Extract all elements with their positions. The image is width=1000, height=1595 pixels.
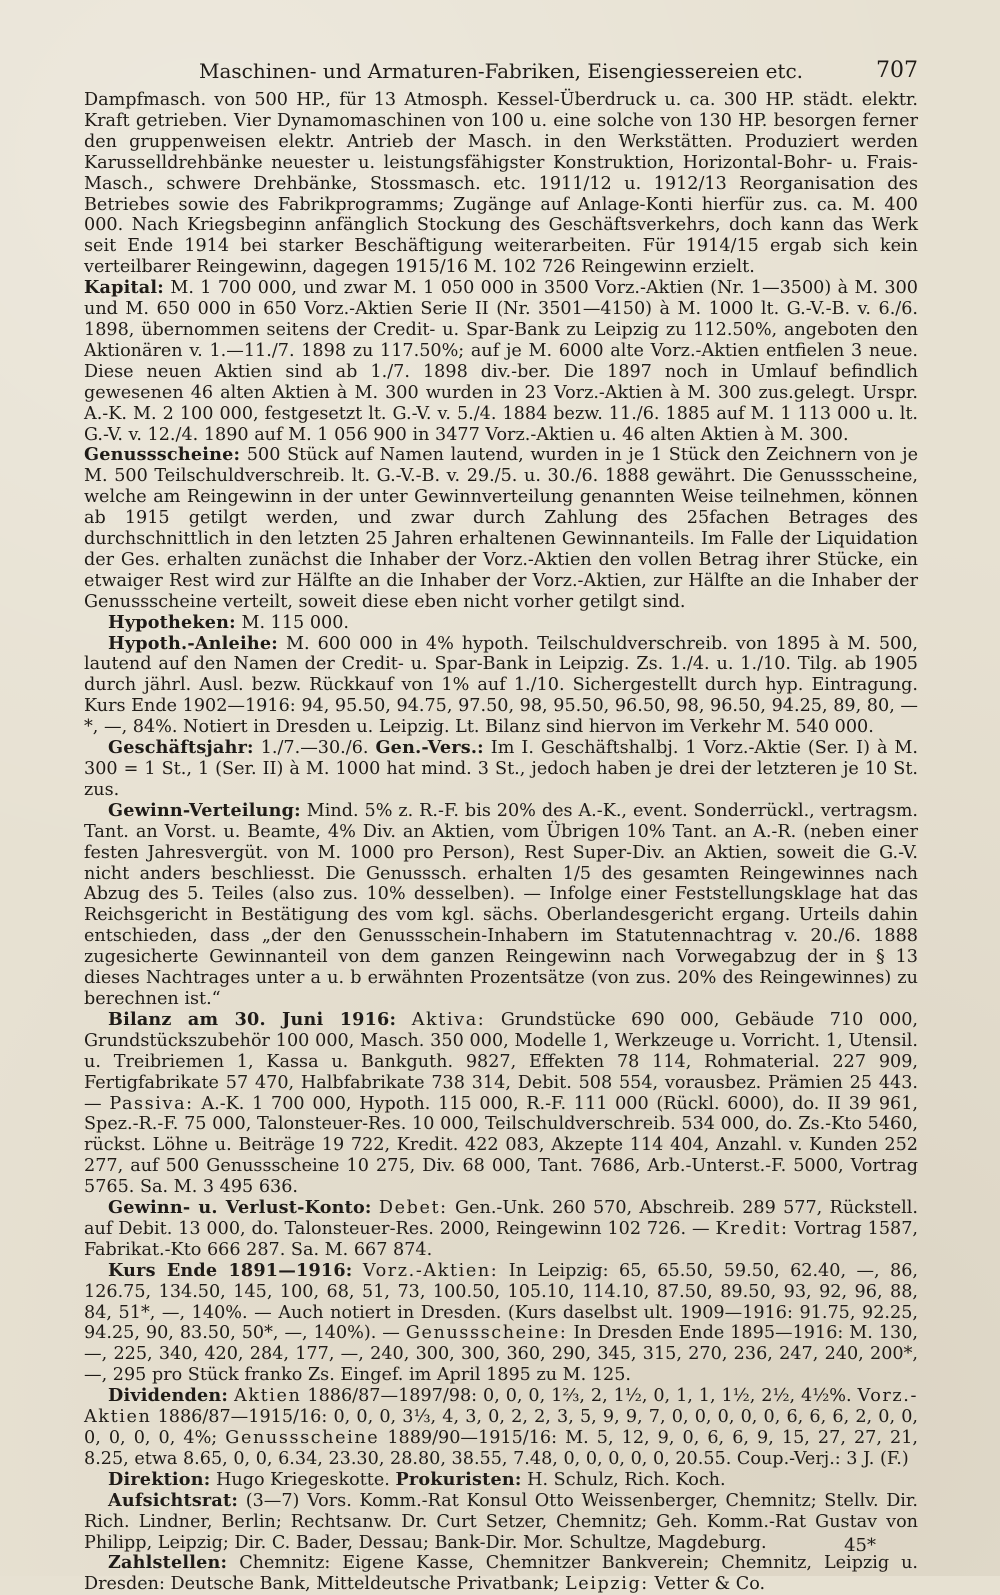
signature-mark: 45* — [844, 1535, 876, 1556]
bilanz-passiva-label: Passiva: — [109, 1093, 194, 1114]
kapital-label: Kapital: — [84, 277, 164, 299]
kapital-text: M. 1 700 000, und zwar M. 1 050 000 in 3500 Vorz.-Aktien (Nr. 1—3500) à M. 300 und M. 650 000 in 650 Vorz.-Aktien Serie II (Nr. 3501—4150) à M. 1000 lt. G.-V.-B. v. 6./6. 1898, übernommen seitens der Credit- u. Spar-Bank zu Leipzig zu 112.50%, angeboten den Aktionären v. 1.—11./7. 1898 zu 117.50%; auf je M. 6000 alte Vorz.-Aktien entfielen 3 neue. Diese neuen Aktien sind ab 1./7. 1898 div.-ber. Die 1897 noch in Umlauf befindlich gewesenen 46 alten Aktien à M. 300 wurden in 23 Vorz.-Aktien à M. 300 zus.gelegt. Urspr. A.-K. M. 2 100 000, festgesetzt lt. G.-V. v. 5./4. 1884 bezw. 11./6. 1885 auf M. 1 113 000 u. lt. G.-V. v. 12./4. 1890 auf M. 1 056 900 in 3477 Vorz.-Aktien u. 46 alten Aktien à M. 300. — [84, 278, 918, 445]
intro-paragraph — [84, 90, 918, 278]
header-title: Maschinen- und Armaturen-Fabriken, Eisengiessereien etc. — [198, 59, 804, 83]
kurs-vorz-label: Vorz.-Aktien: — [362, 1260, 499, 1281]
gewinn-verteilung-text: Mind. 5% z. R.-F. bis 20% des A.-K., event. Sonderrückl., vertragsm. Tant. an Vorst. u. Beamte, 4% Div. an Aktien, vom Übrigen 10% Tant. an A.-R. (neben einer festen Jahresvergüt. von M. 1000 pro Person), Rest Super-Div. an Aktien, soweit die G.-V. nicht anders beschliesst. Die Genusssch. erhalten 1/5 des gesamten Reingewinnes nach Abzug des 5. Teiles (also zus. 10% desselben). — Infolge einer Feststellungsklage hat das Reichsgericht in Bestätigung des vom kgl. sächs. Oberlandesgericht ergang. Urteils dahin entschieden, dass „der den Genussschein-Inhabern im Statutennachtrag v. 20./6. 1888 zugesicherte Gewinnanteil von dem ganzen Reingewinn nach Vorwegabzug der in § 13 dieses Nachtrages unter a u. b erwähnten Prozentsätze (von zus. 20% des Reingewinnes) zu berechnen ist.“ — [84, 800, 918, 1009]
guv-kredit-label: Kredit: — [715, 1218, 789, 1239]
bilanz-aktiva-text: Grundstücke 690 000, Gebäude 710 000, Grundstückszubehör 100 000, Masch. 350 000, Modelle 1, Werkzeuge u. Vorricht. 1, Utensil. u. Treibriemen 1, Kassa u. Bankguth. 9827, Effekten 78 114, Rohmaterial. 227 909, Fertigfabrikate 57 470, Halbfabrikate 738 314, Debit. 508 554, vorausbez. Prämien 25 443. — — [84, 1009, 919, 1114]
zahlstellen-label: Zahlstellen: — [108, 1552, 228, 1574]
page-number: 707 — [876, 58, 918, 83]
direktion-label: Direktion: — [108, 1468, 211, 1490]
aufsichtsrat-label: Aufsichtsrat: — [108, 1489, 239, 1511]
prokuristen-text: H. Schulz, Rich. Koch. — [527, 1469, 726, 1490]
genussscheine-paragraph — [84, 445, 918, 612]
guv-kredit-text: Vortrag 1587, Fabrikat.-Kto 666 287. Sa. M. 667 874. — [84, 1218, 918, 1260]
direktion-paragraph — [84, 1470, 918, 1491]
aufsichtsrat-paragraph — [84, 1491, 918, 1554]
bilanz-aktiva-label: Aktiva: — [411, 1009, 486, 1030]
dividenden-aktien-label: Aktien — [234, 1386, 302, 1407]
geschaeftsjahr-paragraph — [84, 738, 918, 801]
dividenden-aktien-text: 1886/87—1897/98: 0, 0, 0, 1⅔, 2, 1½, 0, 1, 1, 1½, 2½, 4½%. — [307, 1386, 852, 1407]
genussscheine-text: 500 Stück auf Namen lautend, wurden in je 1 Stück den Zeichnern von je M. 500 Teilschuldverschreib. lt. G.-V.-B. v. 29./5. u. 30./6. 1888 gewährt. Die Genussscheine, welche am Reingewinn in der unter Gewinnverteilung genannten Weise teilnehmen, können ab 1915 getilgt werden, und zwar durch Zahlung des 25fachen Betrages des durchschnittlich in den letzten 25 Jahren erhaltenen Gewinnanteils. Im Falle der Liquidation der Ges. erhalten zunächst die Inhaber der Vorz.-Aktien den vollen Betrag ihrer Stücke, ein etwaiger Rest wird zur Hälfte an die Inhaber der Vorz.-Aktien, zur Hälfte an die Inhaber der Genussscheine verteilt, soweit diese eben nicht vorher getilgt sind. — [84, 445, 918, 612]
bilanz-paragraph — [84, 1010, 918, 1198]
hypotheken-paragraph — [84, 613, 918, 634]
kurs-paragraph — [84, 1261, 918, 1386]
zahlstellen-paragraph — [84, 1553, 918, 1595]
kurs-label: Kurs Ende 1891—1916: — [108, 1259, 353, 1281]
dividenden-label: Dividenden: — [108, 1385, 229, 1407]
prokuristen-label: Prokuristen: — [395, 1468, 522, 1490]
direktion-text: Hugo Kriegeskotte. — [216, 1469, 390, 1490]
anleihe-text: M. 600 000 in 4% hypoth. Teilschuldverschreib. von 1895 à M. 500, lautend auf den Namen der Credit- u. Spar-Bank in Leipzig. Zs. 1./4. u. 1./10. Tilg. ab 1905 durch jährl. Ausl. bezw. Rückkauf von 1% auf 1./10. Sichergestellt durch hyp. Eintragung. Kurs Ende 1902—1916: 94, 95.50, 94.75, 97.50, 98, 95.50, 96.50, 98, 96.50, 94.25, 89, 80, —*, —, 84%. Notiert in Dresden u. Leipzig. Lt. Bilanz sind hiervon im Verkehr M. 540 000. — [84, 633, 918, 738]
gen-vers-label: Gen.-Vers.: — [375, 737, 484, 759]
running-header — [84, 54, 918, 88]
gen-vers-text: Im I. Geschäftshalbj. 1 Vorz.-Aktie (Ser. I) à M. 300 = 1 St., 1 (Ser. II) à M. 1000 hat mind. 3 St., jedoch haben je drei der letzteren je 10 St. zus. — [84, 738, 918, 800]
genussscheine-label: Genussscheine: — [84, 444, 241, 466]
guv-label: Gewinn- u. Verlust-Konto: — [108, 1197, 372, 1219]
anleihe-label: Hypoth.-Anleihe: — [108, 632, 278, 654]
zahlstellen-leipzig-label: Leipzig: — [564, 1574, 649, 1595]
guv-paragraph — [84, 1198, 918, 1261]
guv-debet-label: Debet: — [378, 1198, 448, 1219]
aufsichtsrat-text: (3—7) Vors. Komm.-Rat Konsul Otto Weissenberger, Chemnitz; Stellv. Dir. Rich. Lindner, Berlin; Rechtsanw. Dr. Curt Setzer, Chemnitz; Geh. Komm.-Rat Gustav von Philipp, Leipzig; Dir. C. Bader, Dessau; Bank-Dir. Mor. Schultze, Magdeburg. — [84, 1490, 919, 1553]
bilanz-passiva-text: A.-K. 1 700 000, Hypoth. 115 000, R.-F. 111 000 (Rückl. 6000), do. II 39 961, Spez.-R.-F. 75 000, Talonsteuer-Res. 10 000, Teilschuldverschreib. 534 000, do. Zs.-Kto 5460, rückst. Löhne u. Beiträge 19 722, Kredit. 422 083, Akzepte 114 404, Anzahl. v. Kunden 252 277, auf 500 Genussscheine 10 275, Div. 68 000, Tant. 7686, Arb.-Unterst.-F. 5000, Vortrag 5765. Sa. M. 3 495 636. — [84, 1093, 918, 1198]
kurs-genuss-text: In Dresden Ende 1895—1916: M. 130, —, 225, 340, 420, 284, 177, —, 240, 300, 300, 360, 290, 345, 315, 270, 236, 247, 240, 200*, —, 295 pro Stück franko Zs. Eingef. im April 1895 zu M. 125. — [84, 1323, 918, 1386]
dividenden-vorz-label: Vorz.-Aktien — [84, 1386, 918, 1428]
dividenden-vorz-text: 1886/87—1915/16: 0, 0, 0, 3⅓, 4, 3, 0, 2, 2, 3, 5, 9, 9, 7, 0, 0, 0, 0, 0, 6, 6, 6, 2, 0, 0, 0, 0, 0, 0, 4%; — [84, 1407, 918, 1448]
guv-debet-text: Gen.-Unk. 260 570, Abschreib. 289 577, Rückstell. auf Debit. 13 000, do. Talonsteuer-Res. 2000, Reingewinn 102 726. — — [84, 1198, 919, 1239]
hypotheken-text: M. 115 000. — [241, 612, 350, 633]
zahlstellen-text: Chemnitz: Eigene Kasse, Chemnitzer Bankverein; Chemnitz, Leipzig u. Dresden: Deutsche Bank, Mitteldeutsche Privatbank; — [84, 1553, 919, 1595]
dividenden-paragraph — [84, 1386, 918, 1470]
gewinn-verteilung-paragraph — [84, 801, 918, 1010]
kapital-paragraph — [84, 278, 918, 445]
dividenden-genuss-label: Genussscheine — [225, 1428, 380, 1448]
page-body — [84, 90, 918, 1595]
intro-text: Dampfmasch. von 500 HP., für 13 Atmosph. Kessel-Überdruck u. ca. 300 HP. städt. elektr. Kraft getrieben. Vier Dynamomaschinen von 100 u. eine solche von 130 HP. besorgen ferner den gruppenweisen elektr. Antrieb der Masch. in den Werkstätten. Produziert werden Karusselldrehbänke neuester u. leistungsfähigster Konstruktion, Horizontal-Bohr- u. Frais-Masch., schwere Drehbänke, Stossmasch. etc. 1911/12 u. 1912/13 Reorganisation des Betriebes sowie des Fabrikprogramms; Zugänge auf Anlage-Konti hierfür zus. ca. M. 400 000. Nach Kriegsbeginn anfänglich Stockung des Geschäftsverkehrs, doch kann das Werk seit Ende 1914 bei starker Beschäftigung weiterarbeiten. Für 1914/15 ergab sich kein verteilbarer Reingewinn, dagegen 1915/16 M. 102 726 Reingewinn erzielt. — [84, 90, 918, 278]
hypotheken-label: Hypotheken: — [108, 611, 236, 633]
zahlstellen-leipzig-text: Vetter & Co. — [654, 1574, 766, 1595]
gewinn-verteilung-label: Gewinn-Verteilung: — [108, 799, 301, 821]
kurs-vorz-text: In Leipzig: 65, 65.50, 59.50, 62.40, —, 86, 126.75, 134.50, 145, 100, 68, 51, 73, 100.50, 105.10, 114.10, 87.50, 89.50, 93, 92, 96, 88, 84, 51*, —, 140%. — Auch notiert in Dresden. (Kurs daselbst ult. 1909—1916: 91.75, 92.25, 94.25, 90, 83.50, 50*, —, 140%). — — [84, 1260, 919, 1344]
bilanz-label: Bilanz am 30. Juni 1916: — [108, 1008, 397, 1030]
anleihe-paragraph — [84, 634, 918, 739]
geschaeftsjahr-text: 1./7.—30./6. — [260, 738, 369, 759]
kurs-genuss-label: Genussscheine: — [405, 1323, 568, 1344]
geschaeftsjahr-label: Geschäftsjahr: — [108, 737, 254, 759]
dividenden-genuss-text: 1889/90—1915/16: M. 5, 12, 9, 0, 6, 6, 9, 15, 27, 27, 21, 8.25, etwa 8.65, 0, 0, 6.34, 23.30, 28.80, 38.55, 7.48, 0, 0, 0, 0, 0, 20.55. Coup.-Verj.: 3 J. (F.) — [84, 1428, 918, 1469]
